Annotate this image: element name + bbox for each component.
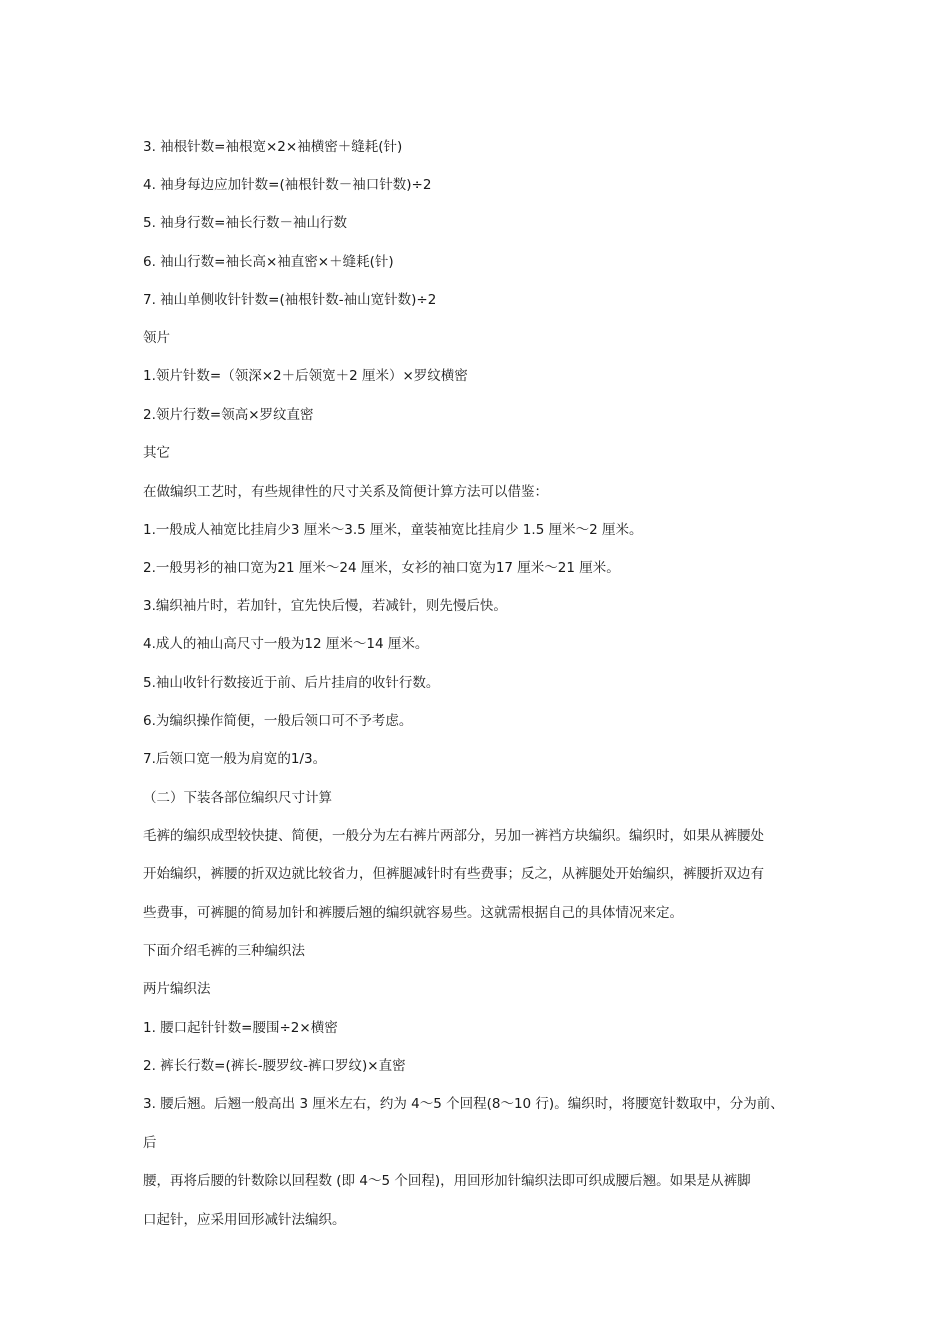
text-line: 6. 袖山行数=袖长高×袖直密×＋缝耗(针) <box>143 254 394 270</box>
text-line: 1.一般成人袖宽比挂肩少3 厘米～3.5 厘米，童装袖宽比挂肩少 1.5 厘米～2 厘米。 <box>143 522 643 538</box>
paragraph-line: 3. 腰后翘。后翘一般高出 3 厘米左右，约为 4～5 个回程(8～10 行)。编织时，将腰宽针数取中，分为前、 <box>143 1096 784 1112</box>
section-heading: 两片编织法 <box>143 981 211 997</box>
section-heading: 领片 <box>143 330 170 346</box>
text-line: 7.后领口宽一般为肩宽的1/3。 <box>143 751 327 767</box>
paragraph-line: 后 <box>143 1135 157 1151</box>
section-heading: 其它 <box>143 445 170 461</box>
text-line: 2. 裤长行数=(裤长-腰罗纹-裤口罗纹)×直密 <box>143 1058 406 1074</box>
paragraph-line: 毛裤的编织成型较快捷、简便，一般分为左右裤片两部分，另加一裤裆方块编织。编织时，如果从裤腰处 <box>143 828 764 844</box>
text-line: 7. 袖山单侧收针针数=(袖根针数-袖山宽针数)÷2 <box>143 292 437 308</box>
text-line: 4.成人的袖山高尺寸一般为12 厘米～14 厘米。 <box>143 636 429 652</box>
text-line: 5.袖山收针行数接近于前、后片挂肩的收针行数。 <box>143 675 440 691</box>
text-line: 下面介绍毛裤的三种编织法 <box>143 943 305 959</box>
paragraph-line: 些费事，可裤腿的简易加针和裤腰后翘的编织就容易些。这就需根据自己的具体情况来定。 <box>143 905 683 921</box>
text-line: 6.为编织操作简便，一般后领口可不予考虑。 <box>143 713 413 729</box>
text-line: 3. 袖根针数=袖根宽×2×袖横密＋缝耗(针) <box>143 139 403 155</box>
paragraph-line: 腰，再将后腰的针数除以回程数 (即 4～5 个回程)，用回形加针编织法即可织成腰后翘。如果是从裤脚 <box>143 1173 751 1189</box>
paragraph-line: 口起针，应采用回形减针法编织。 <box>143 1212 346 1228</box>
text-line: 5. 袖身行数=袖长行数－袖山行数 <box>143 215 347 231</box>
section-heading: （二）下装各部位编织尺寸计算 <box>143 790 332 806</box>
text-line: 4. 袖身每边应加针数=(袖根针数－袖口针数)÷2 <box>143 177 432 193</box>
text-line: 2.领片行数=领高×罗纹直密 <box>143 407 314 423</box>
paragraph-line: 开始编织，裤腰的折双边就比较省力，但裤腿减针时有些费事；反之，从裤腿处开始编织，裤腰折双边有 <box>143 866 764 882</box>
text-line: 2.一般男衫的袖口宽为21 厘米～24 厘米，女衫的袖口宽为17 厘米～21 厘米。 <box>143 560 620 576</box>
text-line: 3.编织袖片时，若加针，宜先快后慢，若减针，则先慢后快。 <box>143 598 507 614</box>
text-line: 在做编织工艺时，有些规律性的尺寸关系及简便计算方法可以借鉴： <box>143 484 548 500</box>
text-line: 1.领片针数=（领深×2＋后领宽＋2 厘米）×罗纹横密 <box>143 368 468 384</box>
text-line: 1. 腰口起针针数=腰围÷2×横密 <box>143 1020 338 1036</box>
